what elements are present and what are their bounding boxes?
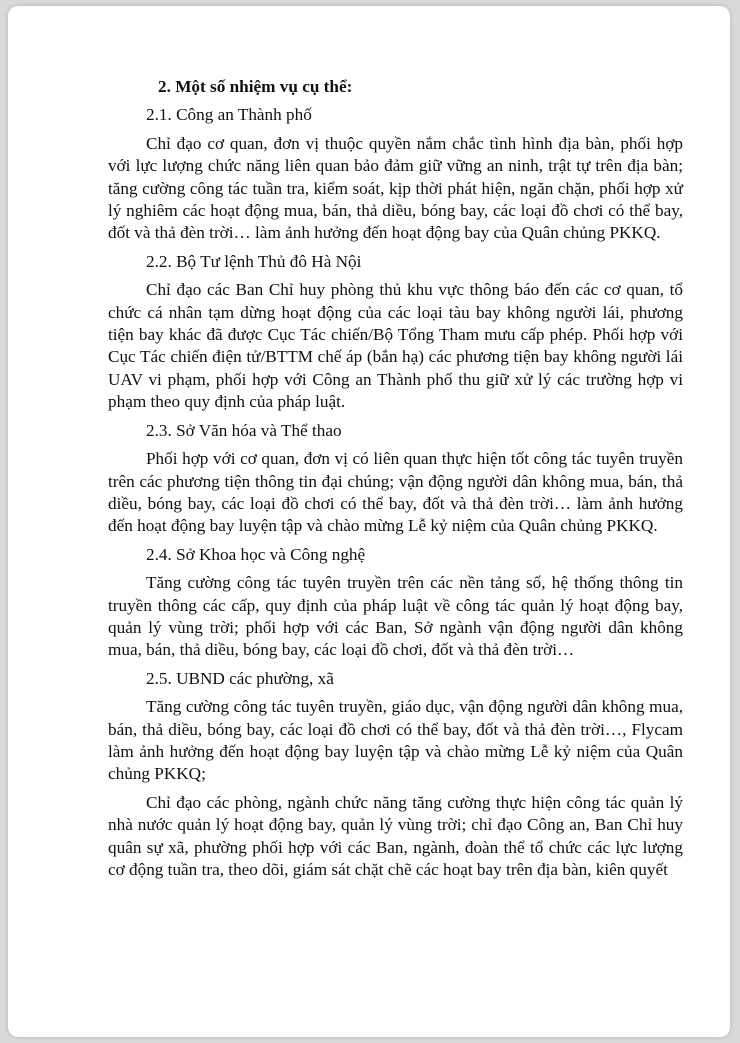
subsection-title: 2.4. Sở Khoa học và Công nghệ <box>146 544 366 564</box>
document-body <box>108 76 683 887</box>
document-page <box>8 6 730 1037</box>
subsection-title: 2.3. Sở Văn hóa và Thể thao <box>146 420 342 440</box>
subsection-title: 2.5. UBND các phường, xã <box>146 668 334 688</box>
paragraph: Chỉ đạo cơ quan, đơn vị thuộc quyền nắm chắc tình hình địa bàn, phối hợp với lực lượng chức năng liên quan bảo đảm giữ vững an ninh, trật tự trên địa bàn; tăng cường công tác tuần tra, kiểm soát, kịp thời phát hiện, ngăn chặn, phối hợp xử lý nghiêm các hoạt động mua, bán, thả diều, bóng bay, các loại đồ chơi có thể bay, đốt và thả đèn trời… làm ảnh hưởng đến hoạt động bay của Quân chủng PKKQ. <box>108 133 683 243</box>
section-heading: 2. Một số nhiệm vụ cụ thể: <box>158 77 353 96</box>
subsection-title: 2.1. Công an Thành phố <box>146 105 312 125</box>
paragraph: Chỉ đạo các phòng, ngành chức năng tăng cường thực hiện công tác quản lý nhà nước quản lý hoạt động bay, quản lý vùng trời; chỉ đạo Công an, Ban Chỉ huy quân sự xã, phường phối hợp với các Ban, ngành, đoàn thể tổ chức các lực lượng cơ động tuần tra, theo dõi, giám sát chặt chẽ các hoạt bay trên địa bàn, kiên quyết <box>108 792 683 879</box>
paragraph: Tăng cường công tác tuyên truyền, giáo dục, vận động người dân không mua, bán, thả diều, bóng bay, các loại đồ chơi có thể bay, đốt và thả đèn trời…, Flycam làm ảnh hưởng đến hoạt động bay luyện tập và chào mừng Lễ kỷ niệm của Quân chủng PKKQ; <box>108 697 683 784</box>
paragraph: Tăng cường công tác tuyên truyền trên các nền tảng số, hệ thống thông tin truyền thông các cấp, quy định của pháp luật về công tác quản lý hoạt động bay, quản lý vùng trời; phối hợp với các Ban, Sở ngành vận động người dân không mua, bán, thả diều, bóng bay, các loại đồ chơi, đốt và thả đèn trời… <box>108 573 683 660</box>
subsection-title: 2.2. Bộ Tư lệnh Thủ đô Hà Nội <box>146 251 362 271</box>
paragraph: Chỉ đạo các Ban Chỉ huy phòng thủ khu vực thông báo đến các cơ quan, tổ chức cá nhân tạm dừng hoạt động của các loại tàu bay không người lái, phương tiện bay khác đã được Cục Tác chiến/Bộ Tổng Tham mưu cấp phép. Phối hợp với Cục Tác chiến điện tử/BTTM chế áp (bắn hạ) các phương tiện bay không người lái UAV vi phạm, phối hợp với Công an Thành phố thu giữ xử lý các trường hợp vi phạm theo quy định của pháp luật. <box>108 280 683 412</box>
paragraph: Phối hợp với cơ quan, đơn vị có liên quan thực hiện tốt công tác tuyên truyền trên các phương tiện thông tin đại chúng; vận động người dân không mua, bán, thả diều, bóng bay, các loại đồ chơi có thể bay, đốt và thả đèn trời… làm ảnh hưởng đến hoạt động bay luyện tập và chào mừng Lễ kỷ niệm của Quân chủng PKKQ. <box>108 449 683 536</box>
